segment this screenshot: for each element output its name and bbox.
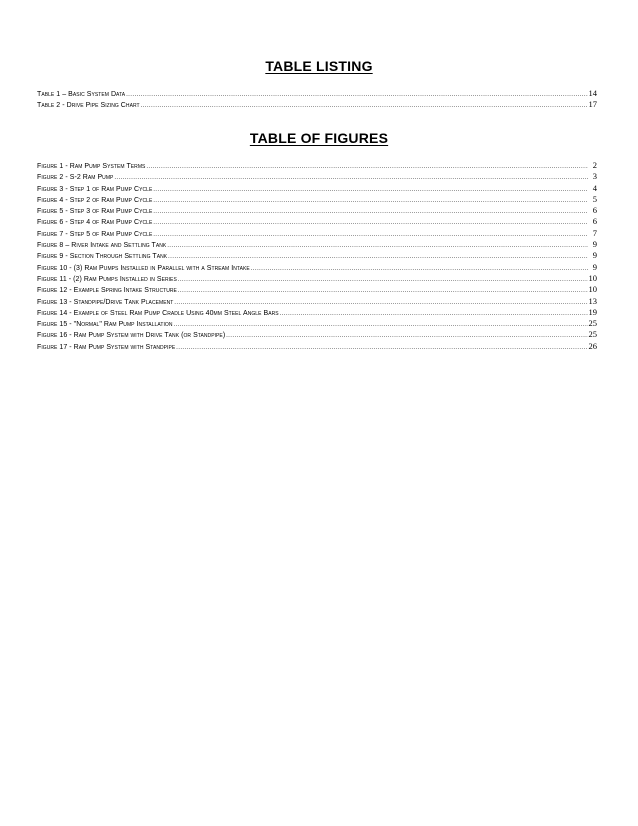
figure-entry-label[interactable]: Figure 1 - Ram Pump System Terms xyxy=(37,163,146,170)
figure-entry-label[interactable]: Figure 13 - Standpipe/Drive Tank Placement xyxy=(37,298,174,306)
dot-leader xyxy=(178,286,588,297)
figure-entry[interactable] xyxy=(37,183,597,194)
figure-entry-label[interactable]: Figure 12 - Example Spring Intake Structure xyxy=(37,287,177,295)
figure-entry[interactable] xyxy=(37,171,597,182)
figure-entry-page-number[interactable]: 25 xyxy=(588,329,597,340)
table-entry-label[interactable]: Table 1 – Basic System Data xyxy=(37,91,126,98)
figure-entry[interactable] xyxy=(37,341,597,352)
dot-leader xyxy=(176,343,587,354)
figure-entry[interactable] xyxy=(37,307,597,318)
figure-entry-page-number[interactable]: 13 xyxy=(588,295,597,306)
dot-leader xyxy=(178,275,588,286)
figure-entry-label[interactable]: Figure 3 - Step 1 of Ram Pump Cycle xyxy=(37,185,153,193)
figure-entry-label[interactable]: Figure 17 - Ram Pump System with Standpipe xyxy=(37,343,176,351)
figure-entry-page-number[interactable]: 4 xyxy=(592,182,597,193)
figure-entry-label[interactable]: Figure 14 - Example of Steel Ram Pump Cradle Using 40mm Steel Angle Bars xyxy=(37,309,279,317)
table-listing-heading: TABLE LISTING xyxy=(265,58,373,74)
figure-entry[interactable] xyxy=(37,160,597,171)
table-entry[interactable] xyxy=(37,88,597,99)
dot-leader xyxy=(167,241,588,252)
figure-entry[interactable] xyxy=(37,216,597,227)
figure-entry-label[interactable]: Figure 7 - Step 5 of Ram Pump Cycle xyxy=(37,230,153,238)
dot-leader xyxy=(126,90,587,101)
figure-entry[interactable] xyxy=(37,250,597,261)
figure-entry[interactable] xyxy=(37,273,597,284)
dot-leader xyxy=(153,230,588,241)
dot-leader xyxy=(146,162,588,173)
figure-entry-label[interactable]: Figure 5 - Step 3 of Ram Pump Cycle xyxy=(37,208,153,216)
figure-entry-label[interactable]: Figure 6 - Step 4 of Ram Pump Cycle xyxy=(37,219,153,227)
figure-entry-page-number[interactable]: 5 xyxy=(592,193,597,204)
figure-entry-page-number[interactable]: 7 xyxy=(592,227,597,238)
figure-entry-page-number[interactable]: 9 xyxy=(592,239,597,250)
figure-entry-label[interactable]: Figure 11 - (2) Ram Pumps Installed in Series xyxy=(37,275,177,283)
dot-leader xyxy=(226,331,587,342)
dot-leader xyxy=(141,101,588,112)
dot-leader xyxy=(153,185,588,196)
figure-entry-page-number[interactable]: 10 xyxy=(588,284,597,295)
figure-entry-page-number[interactable]: 10 xyxy=(588,272,597,283)
dot-leader xyxy=(174,320,588,331)
figure-entry-label[interactable]: Figure 8 – River Intake and Settling Tank xyxy=(37,242,167,250)
table-entry-label[interactable]: Table 2 - Drive Pipe Sizing Chart xyxy=(37,102,140,110)
figure-entry[interactable] xyxy=(37,228,597,239)
figure-entry-page-number[interactable]: 25 xyxy=(588,318,597,329)
figure-entry-page-number[interactable]: 6 xyxy=(592,205,597,216)
figure-entry-page-number[interactable]: 3 xyxy=(592,171,597,182)
figure-entry-label[interactable]: Figure 10 - (3) Ram Pumps Installed in Parallel with a Stream Intake xyxy=(37,264,250,272)
figure-entry-page-number[interactable]: 6 xyxy=(592,216,597,227)
figure-entry[interactable] xyxy=(37,262,597,273)
figure-entry[interactable] xyxy=(37,239,597,250)
figure-entry-label[interactable]: Figure 2 - S-2 Ram Pump xyxy=(37,174,114,182)
figure-entry[interactable] xyxy=(37,318,597,329)
figure-entry-page-number[interactable]: 19 xyxy=(588,306,597,317)
table-entry-page-number[interactable]: 17 xyxy=(588,99,597,110)
dot-leader xyxy=(251,264,588,275)
dot-leader xyxy=(280,309,588,320)
dot-leader xyxy=(153,207,588,218)
figure-entry-label[interactable]: Figure 15 - "Normal" Ram Pump Installation xyxy=(37,321,173,329)
figure-entry[interactable] xyxy=(37,296,597,307)
dot-leader xyxy=(153,218,588,229)
table-of-figures-list xyxy=(37,160,597,352)
table-entry-page-number[interactable]: 14 xyxy=(588,88,597,98)
figure-entry[interactable] xyxy=(37,284,597,295)
figure-entry[interactable] xyxy=(37,329,597,340)
figure-entry-label[interactable]: Figure 4 - Step 2 of Ram Pump Cycle xyxy=(37,196,153,204)
figure-entry-page-number[interactable]: 9 xyxy=(592,261,597,272)
table-of-figures-heading: TABLE OF FIGURES xyxy=(249,130,389,146)
table-listing-list xyxy=(37,88,597,111)
figure-entry-page-number[interactable]: 9 xyxy=(592,250,597,261)
table-entry[interactable] xyxy=(37,99,597,110)
figure-entry-page-number[interactable]: 26 xyxy=(588,340,597,351)
figure-entry-label[interactable]: Figure 9 - Section Through Settling Tank xyxy=(37,253,168,261)
figure-entry-label[interactable]: Figure 16 - Ram Pump System with Drive Tank (or Standpipe) xyxy=(37,332,226,340)
figure-entry[interactable] xyxy=(37,194,597,205)
dot-leader xyxy=(114,173,588,184)
figure-entry-page-number[interactable]: 2 xyxy=(592,160,597,170)
figure-entry[interactable] xyxy=(37,205,597,216)
dot-leader xyxy=(153,196,588,207)
